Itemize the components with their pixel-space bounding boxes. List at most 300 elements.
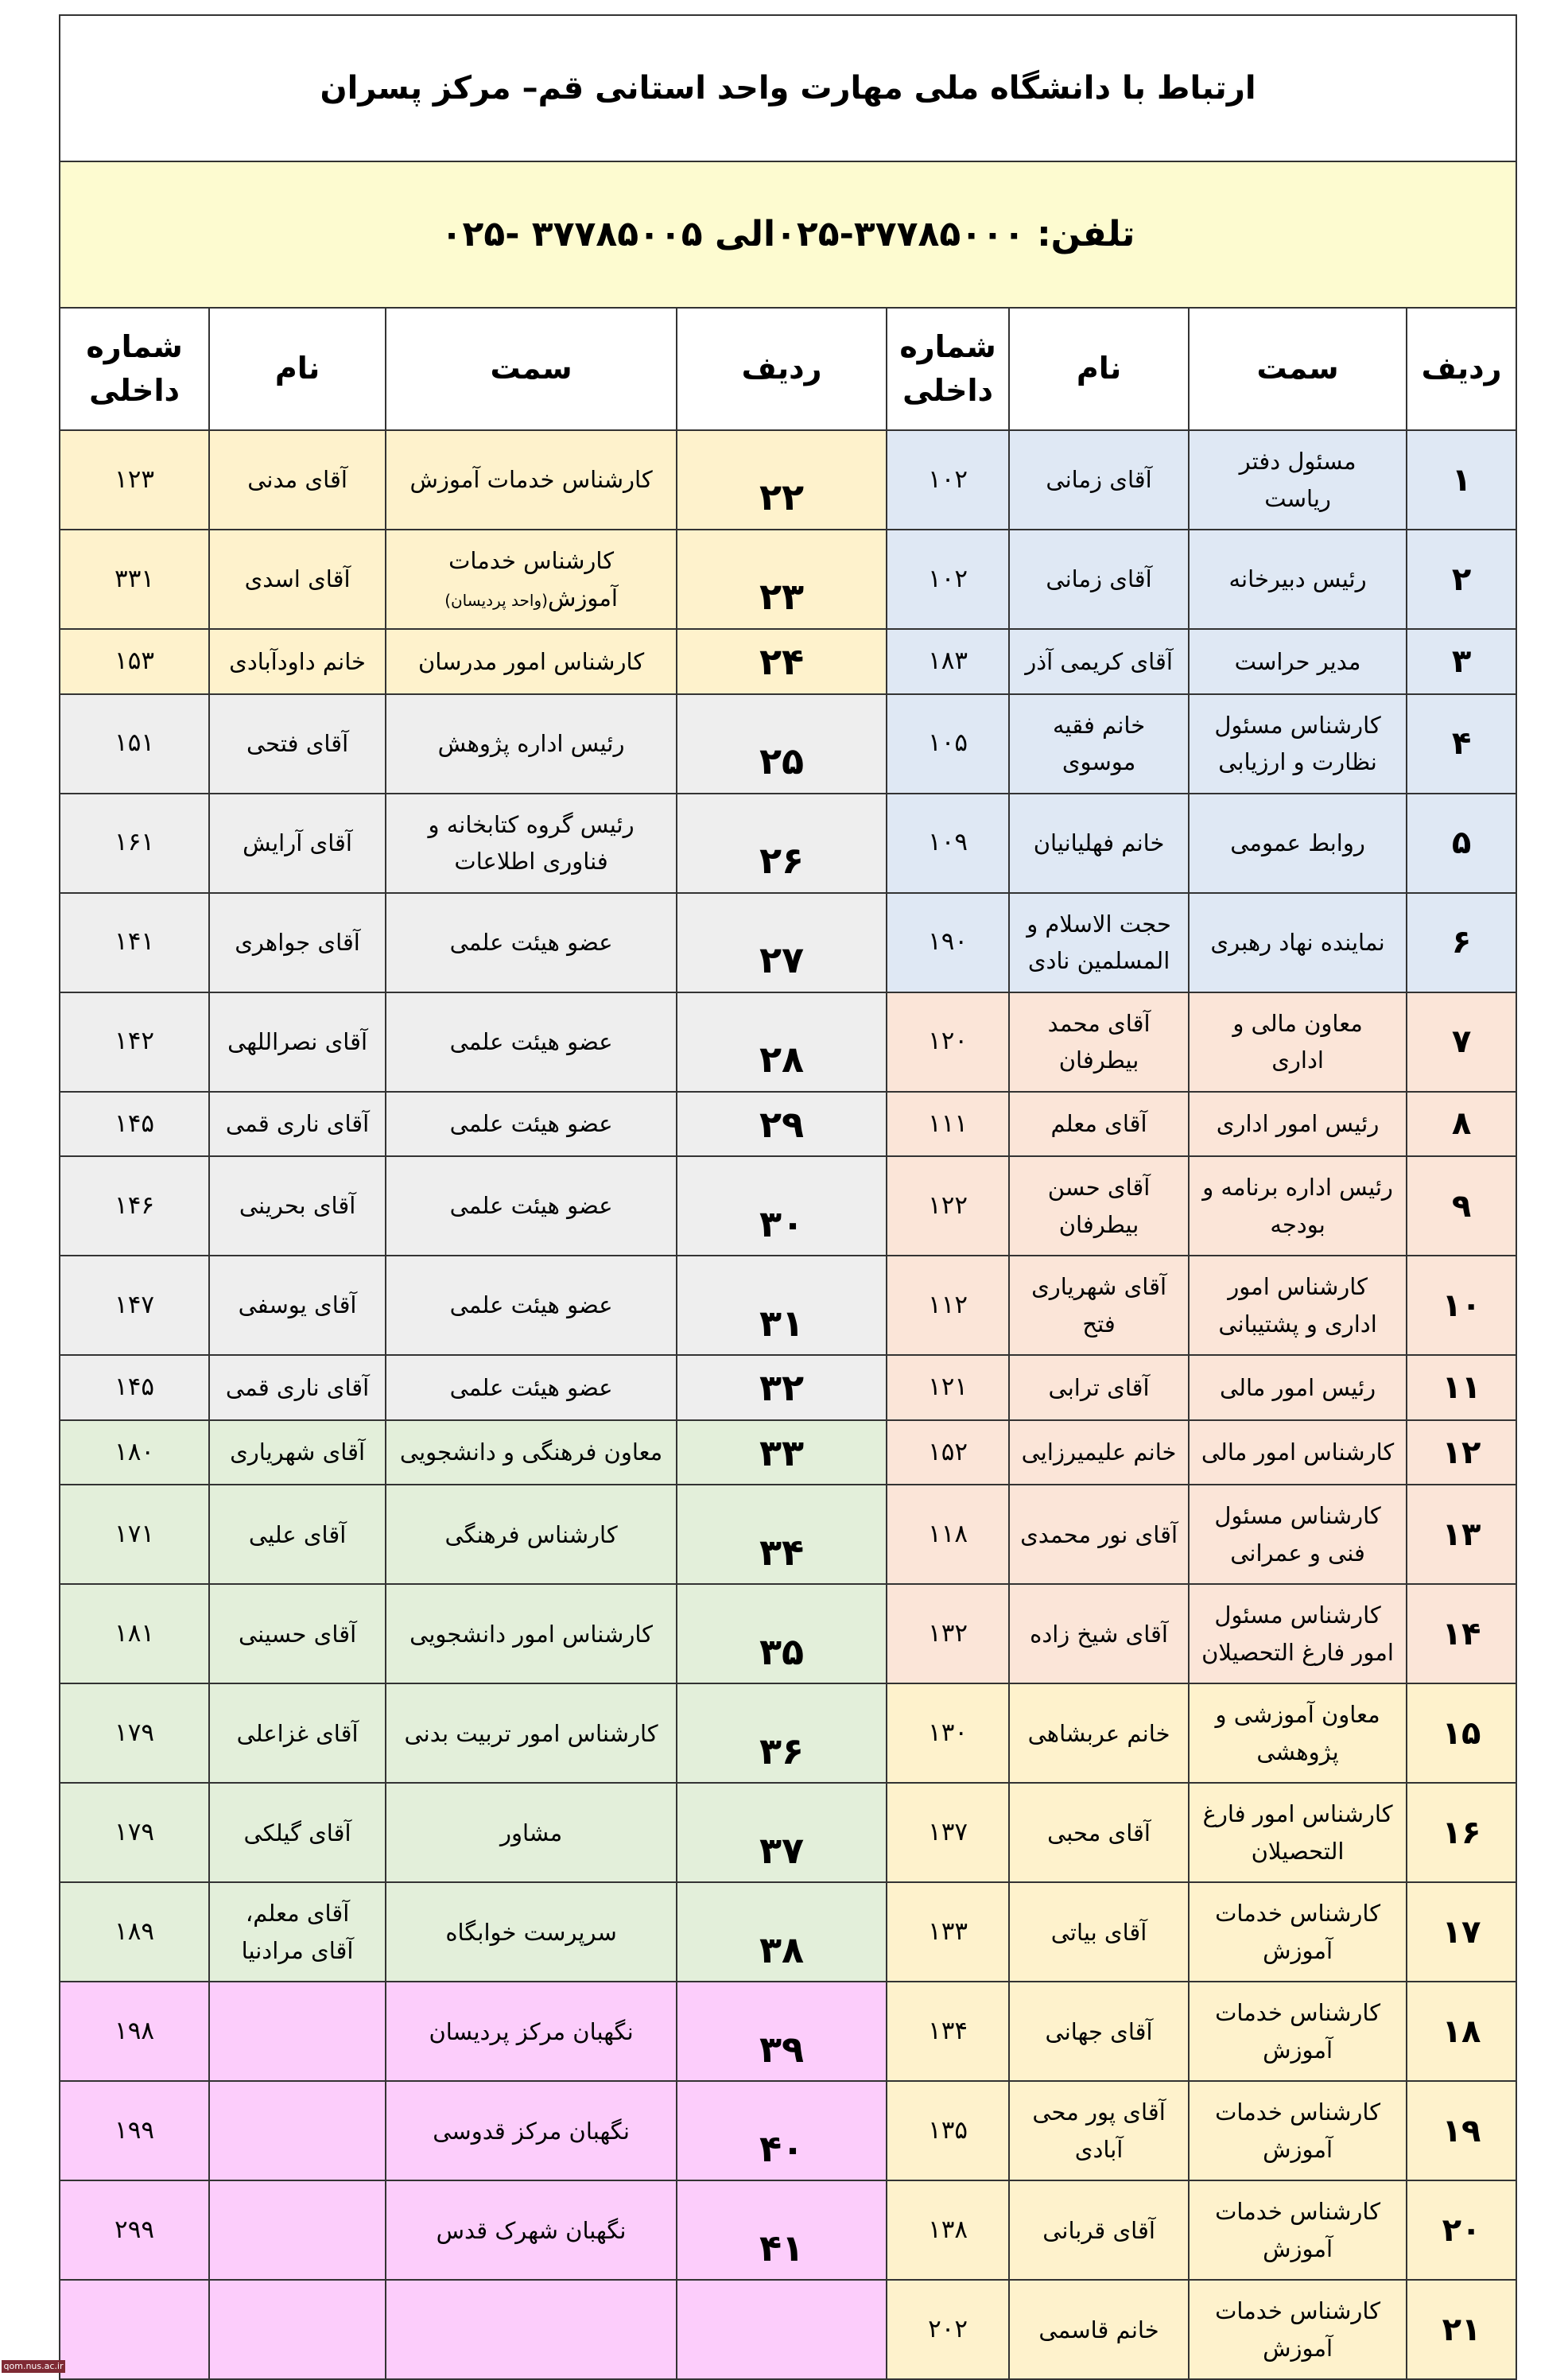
- name-line-1: آقای محبی: [1047, 1819, 1151, 1846]
- position-line-1: رئیس اداره برنامه و: [1202, 1174, 1393, 1202]
- row-number-left: ۳۴: [677, 1485, 887, 1584]
- position-cell-right: [1189, 1355, 1407, 1420]
- title-row: [60, 15, 1516, 161]
- table-row: [60, 530, 1516, 629]
- position-line-1: کارشناس امور: [1228, 1273, 1368, 1301]
- row-number-right: ۱۵: [1407, 1683, 1516, 1783]
- header-extension-left: شماره داخلی: [60, 308, 209, 430]
- position-line-1: کارشناس مسئول: [1214, 711, 1381, 739]
- row-number-right: ۹: [1407, 1156, 1516, 1256]
- position-cell-right: [1189, 430, 1407, 530]
- header-row-number-left: ردیف: [677, 308, 887, 430]
- name-cell-left: [209, 1783, 386, 1882]
- name-cell-right: [1009, 1783, 1189, 1882]
- extension-cell-right: ۱۰۵: [887, 694, 1009, 794]
- extension-cell-left: ۱۷۹: [60, 1783, 209, 1882]
- name-cell-left: [209, 629, 386, 694]
- name-cell-left: [209, 1092, 386, 1157]
- row-number-right: ۱۹: [1407, 2081, 1516, 2180]
- position-cell-left: [386, 1156, 677, 1256]
- row-number-right: ۸: [1407, 1092, 1516, 1157]
- position-cell-left: [386, 1584, 677, 1683]
- row-number-left: ۲۶: [677, 794, 887, 893]
- name-line-2: موسوی: [1062, 748, 1136, 776]
- position-line-2: آموزش: [1263, 2135, 1333, 2163]
- row-number-right: ۲: [1407, 530, 1516, 629]
- name-line-1: آقای آرایش: [243, 829, 352, 856]
- position-cell-left: [386, 1982, 677, 2081]
- extension-cell-right: ۱۲۲: [887, 1156, 1009, 1256]
- name-line-1: خانم داودآبادی: [229, 647, 366, 675]
- name-cell-left: [209, 694, 386, 794]
- row-number-right: ۱۰: [1407, 1256, 1516, 1355]
- name-line-1: آقای مدنی: [247, 466, 347, 494]
- position-cell-left: [386, 1783, 677, 1882]
- extension-cell-right: ۱۰۲: [887, 430, 1009, 530]
- extension-cell-left: ۱۵۱: [60, 694, 209, 794]
- name-cell-right: [1009, 1982, 1189, 2081]
- name-line-1: آقای حسن: [1047, 1174, 1151, 1202]
- position-line-1: نگهبان مرکز قدوسی: [433, 2117, 630, 2145]
- extension-cell-left: ۱۸۱: [60, 1584, 209, 1683]
- name-cell-right: [1009, 694, 1189, 794]
- table-row: [60, 1420, 1516, 1485]
- name-cell-left: [209, 1683, 386, 1783]
- name-line-1: آقای بحرینی: [239, 1192, 356, 1220]
- table-row: [60, 992, 1516, 1092]
- extension-cell-right: ۲۰۲: [887, 2280, 1009, 2379]
- row-number-left: ۳۶: [677, 1683, 887, 1783]
- row-number-left: ۳۸: [677, 1882, 887, 1982]
- table-row: [60, 1256, 1516, 1355]
- extension-cell-right: ۱۳۲: [887, 1584, 1009, 1683]
- row-number-left: ۲۳: [677, 530, 887, 629]
- position-cell-right: [1189, 530, 1407, 629]
- name-cell-left: [209, 1485, 386, 1584]
- name-line-1: آقای معلم: [1050, 1110, 1147, 1138]
- table-row: [60, 2280, 1516, 2379]
- extension-cell-right: ۱۳۷: [887, 1783, 1009, 1882]
- name-line-1: خانم فهلیانیان: [1033, 829, 1165, 856]
- row-number-right: ۷: [1407, 992, 1516, 1092]
- table-row: [60, 430, 1516, 530]
- row-number-left: ۴۱: [677, 2180, 887, 2280]
- row-number-left: ۳۳: [677, 1420, 887, 1485]
- name-cell-right: [1009, 1584, 1189, 1683]
- position-line-1: کارشناس امور تربیت بدنی: [404, 1719, 658, 1747]
- name-cell-right: [1009, 530, 1189, 629]
- row-number-left: ۲۲: [677, 430, 887, 530]
- extension-cell-right: ۱۳۳: [887, 1882, 1009, 1982]
- extension-cell-right: ۱۸۳: [887, 629, 1009, 694]
- contact-directory-table: [59, 14, 1517, 2380]
- name-line-2: المسلمین نادی: [1027, 947, 1170, 975]
- position-cell-left: [386, 893, 677, 992]
- name-cell-right: [1009, 2180, 1189, 2280]
- name-cell-left: [209, 1982, 386, 2081]
- position-line-1: رئیس گروه کتابخانه و: [428, 810, 635, 838]
- row-number-left: ۲۵: [677, 694, 887, 794]
- name-cell-left: [209, 430, 386, 530]
- position-cell-right: [1189, 794, 1407, 893]
- extension-cell-left: ۱۴۵: [60, 1355, 209, 1420]
- position-line-1: کارشناس خدمات: [1215, 1900, 1381, 1928]
- position-line-1: عضو هیئت علمی: [449, 1027, 613, 1055]
- name-cell-right: [1009, 1092, 1189, 1157]
- table-row: [60, 1156, 1516, 1256]
- position-line-1: عضو هیئت علمی: [449, 928, 613, 956]
- name-cell-left: [209, 530, 386, 629]
- position-line-1: کارشناس امور دانشجویی: [409, 1620, 653, 1648]
- row-number-left: ۳۰: [677, 1156, 887, 1256]
- position-line-2: امور فارغ التحصیلان: [1201, 1638, 1394, 1666]
- position-cell-right: [1189, 1485, 1407, 1584]
- phone-row: [60, 161, 1516, 308]
- position-line-2: آموزش: [1263, 2334, 1333, 2362]
- name-cell-left: [209, 2280, 386, 2379]
- name-cell-left: [209, 1355, 386, 1420]
- extension-cell-right: ۱۳۵: [887, 2081, 1009, 2180]
- name-line-2: آقای مرادنیا: [241, 1936, 354, 1964]
- name-line-1: آقای قربانی: [1042, 2216, 1155, 2244]
- row-number-left: ۲۹: [677, 1092, 887, 1157]
- table-row: [60, 794, 1516, 893]
- position-line-1: رئیس امور مالی: [1219, 1373, 1376, 1401]
- position-line-1: کارشناس خدمات: [1215, 2297, 1381, 2325]
- position-cell-left: [386, 992, 677, 1092]
- name-cell-right: [1009, 893, 1189, 992]
- header-name-left: نام: [209, 308, 386, 430]
- name-line-1: آقای علیی: [248, 1520, 347, 1548]
- position-line-1: کارشناس امور مدرسان: [417, 647, 645, 675]
- extension-cell-right: ۱۱۲: [887, 1256, 1009, 1355]
- header-row-number-right: ردیف: [1407, 308, 1516, 430]
- position-line-1: کارشناس امور فارغ: [1202, 1800, 1393, 1828]
- name-line-1: آقای زمانی: [1046, 466, 1152, 494]
- extension-cell-right: ۱۳۸: [887, 2180, 1009, 2280]
- position-cell-left: [386, 2180, 677, 2280]
- row-number-left: ۳۱: [677, 1256, 887, 1355]
- name-cell-right: [1009, 2280, 1189, 2379]
- extension-cell-left: ۱۶۱: [60, 794, 209, 893]
- extension-cell-right: ۱۹۰: [887, 893, 1009, 992]
- position-line-1: عضو هیئت علمی: [449, 1373, 613, 1401]
- position-line-2: فنی و عمرانی: [1230, 1539, 1365, 1567]
- name-cell-right: [1009, 1355, 1189, 1420]
- name-line-1: خانم فقیه: [1052, 711, 1146, 739]
- position-line-1: عضو هیئت علمی: [449, 1192, 613, 1220]
- row-number-right: ۵: [1407, 794, 1516, 893]
- name-line-1: آقای غزاعلی: [236, 1719, 359, 1747]
- name-line-2: آبادی: [1074, 2135, 1124, 2163]
- position-cell-left: [386, 1355, 677, 1420]
- position-line-1: سرپرست خوابگاه: [445, 1918, 617, 1946]
- table-row: [60, 893, 1516, 992]
- header-row: [60, 308, 1516, 430]
- name-cell-right: [1009, 1256, 1189, 1355]
- position-cell-left: [386, 1882, 677, 1982]
- table-row: [60, 1355, 1516, 1420]
- position-cell-right: [1189, 893, 1407, 992]
- position-line-1: روابط عمومی: [1230, 829, 1365, 856]
- table-row: [60, 1982, 1516, 2081]
- extension-cell-left: ۱۴۷: [60, 1256, 209, 1355]
- position-line-1: کارشناس خدمات: [1215, 2099, 1381, 2126]
- extension-cell-right: ۱۲۰: [887, 992, 1009, 1092]
- position-cell-right: [1189, 2081, 1407, 2180]
- name-line-1: آقای نصراللهی: [227, 1027, 368, 1055]
- row-number-left: [677, 2280, 887, 2379]
- position-cell-right: [1189, 1420, 1407, 1485]
- position-line-1: عضو هیئت علمی: [449, 1110, 613, 1138]
- row-number-left: ۳۹: [677, 1982, 887, 2081]
- extension-cell-left: ۳۳۱: [60, 530, 209, 629]
- name-line-1: آقای یوسفی: [238, 1291, 357, 1319]
- position-line-2: فناوری اطلاعات: [454, 848, 608, 876]
- extension-cell-left: ۱۵۳: [60, 629, 209, 694]
- row-number-right: ۲۱: [1407, 2280, 1516, 2379]
- table-row: [60, 1783, 1516, 1882]
- position-cell-left: [386, 1256, 677, 1355]
- position-cell-left: [386, 2280, 677, 2379]
- extension-cell-left: ۱۴۱: [60, 893, 209, 992]
- position-cell-left: [386, 530, 677, 629]
- position-line-1: کارشناس خدمات آموزش: [409, 466, 653, 494]
- name-line-1: آقای بیاتی: [1050, 1918, 1147, 1946]
- position-cell-right: [1189, 1256, 1407, 1355]
- extension-cell-right: ۱۳۰: [887, 1683, 1009, 1783]
- row-number-right: ۱۸: [1407, 1982, 1516, 2081]
- position-line-1: عضو هیئت علمی: [449, 1291, 613, 1319]
- position-cell-right: [1189, 1584, 1407, 1683]
- row-number-right: ۲۰: [1407, 2180, 1516, 2280]
- extension-cell-left: ۲۹۹: [60, 2180, 209, 2280]
- row-number-left: ۲۷: [677, 893, 887, 992]
- name-line-1: آقای نور محمدی: [1020, 1520, 1178, 1548]
- extension-cell-left: ۱۸۰: [60, 1420, 209, 1485]
- header-name-right: نام: [1009, 308, 1189, 430]
- name-cell-left: [209, 2180, 386, 2280]
- extension-cell-right: ۱۳۴: [887, 1982, 1009, 2081]
- extension-cell-left: ۱۹۸: [60, 1982, 209, 2081]
- position-line-1: کارشناس خدمات: [1215, 2198, 1381, 2226]
- name-line-2: بیطرفان: [1058, 1046, 1139, 1074]
- position-cell-left: [386, 2081, 677, 2180]
- position-cell-right: [1189, 1783, 1407, 1882]
- name-line-1: آقای شهریاری فتح: [1031, 1273, 1167, 1338]
- position-line-2: نظارت و ارزیابی: [1218, 748, 1377, 776]
- site-watermark: qom.nus.ac.ir: [2, 2360, 65, 2373]
- name-cell-left: [209, 1420, 386, 1485]
- row-number-left: ۴۰: [677, 2081, 887, 2180]
- position-line-1: رئیس دبیرخانه: [1228, 565, 1367, 593]
- row-number-right: ۱: [1407, 430, 1516, 530]
- position-line-1: کارشناس خدمات: [448, 547, 615, 575]
- phone-numbers: تلفن: ۳۷۷۸۵۰۰۰-۰۲۵الی ۳۷۷۸۵۰۰۵ -۰۲۵: [60, 161, 1516, 308]
- row-number-left: ۲۴: [677, 629, 887, 694]
- table-row: [60, 1683, 1516, 1783]
- position-line-1: مسئول دفتر: [1239, 448, 1356, 476]
- name-line-1: آقای فتحی: [246, 729, 349, 757]
- position-line-1: نگهبان مرکز پردیسان: [429, 2017, 634, 2045]
- position-line-1: معاون فرهنگی و دانشجویی: [399, 1438, 663, 1466]
- name-line-1: آقای ناری قمی: [225, 1373, 370, 1401]
- name-line-1: خانم عربشاهی: [1027, 1719, 1170, 1747]
- position-line-1: نگهبان شهرک قدس: [436, 2216, 627, 2244]
- position-cell-right: [1189, 2280, 1407, 2379]
- name-cell-right: [1009, 2081, 1189, 2180]
- header-extension-right: شماره داخلی: [887, 308, 1009, 430]
- position-cell-right: [1189, 992, 1407, 1092]
- position-line-2: التحصیلان: [1251, 1837, 1345, 1865]
- page-title: ارتباط با دانشگاه ملی مهارت واحد استانی قم– مرکز پسران: [60, 15, 1516, 161]
- name-cell-left: [209, 794, 386, 893]
- table-row: [60, 1584, 1516, 1683]
- position-line-1: مدیر حراست: [1234, 647, 1361, 675]
- position-cell-left: [386, 794, 677, 893]
- position-note: (واحد پردیسان): [444, 590, 548, 610]
- name-line-1: آقای پور محی: [1032, 2099, 1166, 2126]
- position-cell-left: [386, 1683, 677, 1783]
- row-number-right: ۶: [1407, 893, 1516, 992]
- position-cell-right: [1189, 1156, 1407, 1256]
- extension-cell-left: ۱۲۳: [60, 430, 209, 530]
- name-cell-right: [1009, 629, 1189, 694]
- row-number-right: ۱۱: [1407, 1355, 1516, 1420]
- position-cell-right: [1189, 2180, 1407, 2280]
- name-line-1: آقای ترابی: [1048, 1373, 1150, 1401]
- name-cell-left: [209, 1256, 386, 1355]
- position-cell-left: [386, 1420, 677, 1485]
- position-line-2: پژوهشی: [1256, 1737, 1339, 1765]
- position-line-1: کارشناس مسئول: [1214, 1602, 1381, 1629]
- name-cell-right: [1009, 1156, 1189, 1256]
- row-number-right: ۱۷: [1407, 1882, 1516, 1982]
- name-cell-left: [209, 2081, 386, 2180]
- name-line-1: آقای شیخ زاده: [1030, 1620, 1168, 1648]
- name-line-1: آقای شهریاری: [230, 1438, 366, 1466]
- name-line-1: خانم علیمیرزایی: [1021, 1438, 1177, 1466]
- name-cell-right: [1009, 1420, 1189, 1485]
- name-cell-right: [1009, 1485, 1189, 1584]
- position-line-2: اداری: [1271, 1046, 1324, 1074]
- table-row: [60, 1485, 1516, 1584]
- position-line-1: رئیس امور اداری: [1216, 1110, 1380, 1138]
- name-line-1: آقای محمد: [1047, 1009, 1151, 1037]
- position-line-1: کارشناس مسئول: [1214, 1502, 1381, 1530]
- position-line-1: رئیس اداره پژوهش: [437, 729, 625, 757]
- position-line-2: آموزش: [1263, 1936, 1333, 1964]
- position-cell-right: [1189, 1092, 1407, 1157]
- extension-cell-left: ۱۸۹: [60, 1882, 209, 1982]
- extension-cell-right: ۱۱۱: [887, 1092, 1009, 1157]
- position-cell-left: [386, 694, 677, 794]
- row-number-right: ۱۲: [1407, 1420, 1516, 1485]
- position-cell-right: [1189, 694, 1407, 794]
- position-cell-left: [386, 1485, 677, 1584]
- row-number-left: ۳۵: [677, 1584, 887, 1683]
- table-row: [60, 1092, 1516, 1157]
- row-number-right: ۳: [1407, 629, 1516, 694]
- extension-cell-right: ۱۲۱: [887, 1355, 1009, 1420]
- position-line-1: نماینده نهاد رهبری: [1210, 928, 1385, 956]
- name-cell-right: [1009, 1683, 1189, 1783]
- position-cell-right: [1189, 1683, 1407, 1783]
- row-number-left: ۲۸: [677, 992, 887, 1092]
- name-line-1: خانم قاسمی: [1038, 2316, 1159, 2343]
- row-number-right: ۴: [1407, 694, 1516, 794]
- row-number-right: ۱۳: [1407, 1485, 1516, 1584]
- name-cell-right: [1009, 430, 1189, 530]
- position-cell-left: [386, 1092, 677, 1157]
- position-cell-right: [1189, 1982, 1407, 2081]
- extension-cell-left: ۱۴۶: [60, 1156, 209, 1256]
- extension-cell-left: [60, 2280, 209, 2379]
- name-line-2: بیطرفان: [1058, 1210, 1139, 1238]
- position-line-1: کارشناس امور مالی: [1201, 1438, 1395, 1466]
- position-line-1: مشاور: [499, 1819, 563, 1846]
- extension-cell-left: ۱۷۱: [60, 1485, 209, 1584]
- name-cell-right: [1009, 992, 1189, 1092]
- position-line-2: ریاست: [1264, 484, 1331, 512]
- name-line-1: آقای معلم،: [245, 1900, 350, 1928]
- table-row: [60, 2180, 1516, 2280]
- position-line-1: کارشناس خدمات: [1215, 1999, 1381, 2027]
- row-number-left: ۳۲: [677, 1355, 887, 1420]
- position-cell-left: [386, 430, 677, 530]
- table-row: [60, 2081, 1516, 2180]
- extension-cell-right: ۱۰۲: [887, 530, 1009, 629]
- name-cell-right: [1009, 1882, 1189, 1982]
- name-line-1: آقای کریمی آذر: [1025, 647, 1173, 675]
- extension-cell-right: ۱۱۸: [887, 1485, 1009, 1584]
- position-line-2: اداری و پشتیبانی: [1218, 1310, 1377, 1338]
- name-line-1: آقای حسینی: [238, 1620, 357, 1648]
- name-line-1: آقای اسدی: [244, 565, 351, 593]
- position-line-1: کارشناس فرهنگی: [444, 1520, 618, 1548]
- name-line-1: آقای گیلکی: [243, 1819, 351, 1846]
- extension-cell-left: ۱۴۵: [60, 1092, 209, 1157]
- position-cell-right: [1189, 1882, 1407, 1982]
- table-row: [60, 1882, 1516, 1982]
- name-line-1: آقای ناری قمی: [225, 1110, 370, 1138]
- name-line-1: حجت الاسلام و: [1027, 910, 1171, 938]
- row-number-right: ۱۴: [1407, 1584, 1516, 1683]
- position-line-2: آموزش: [1263, 2234, 1333, 2262]
- row-number-left: ۳۷: [677, 1783, 887, 1882]
- table-row: [60, 694, 1516, 794]
- position-line-2: آموزش: [1263, 2036, 1333, 2064]
- position-cell-right: [1189, 629, 1407, 694]
- header-position-left: سمت: [386, 308, 677, 430]
- position-cell-left: [386, 629, 677, 694]
- extension-cell-left: ۱۷۹: [60, 1683, 209, 1783]
- name-cell-left: [209, 1584, 386, 1683]
- name-cell-left: [209, 1156, 386, 1256]
- row-number-right: ۱۶: [1407, 1783, 1516, 1882]
- name-cell-left: [209, 893, 386, 992]
- name-cell-left: [209, 992, 386, 1092]
- name-line-1: آقای جهانی: [1045, 2017, 1153, 2045]
- name-cell-right: [1009, 794, 1189, 893]
- table-row: [60, 629, 1516, 694]
- name-cell-left: [209, 1882, 386, 1982]
- extension-cell-left: ۱۴۲: [60, 992, 209, 1092]
- header-position-right: سمت: [1189, 308, 1407, 430]
- position-line-1: معاون مالی و: [1232, 1009, 1363, 1037]
- extension-cell-right: ۱۰۹: [887, 794, 1009, 893]
- extension-cell-right: ۱۵۲: [887, 1420, 1009, 1485]
